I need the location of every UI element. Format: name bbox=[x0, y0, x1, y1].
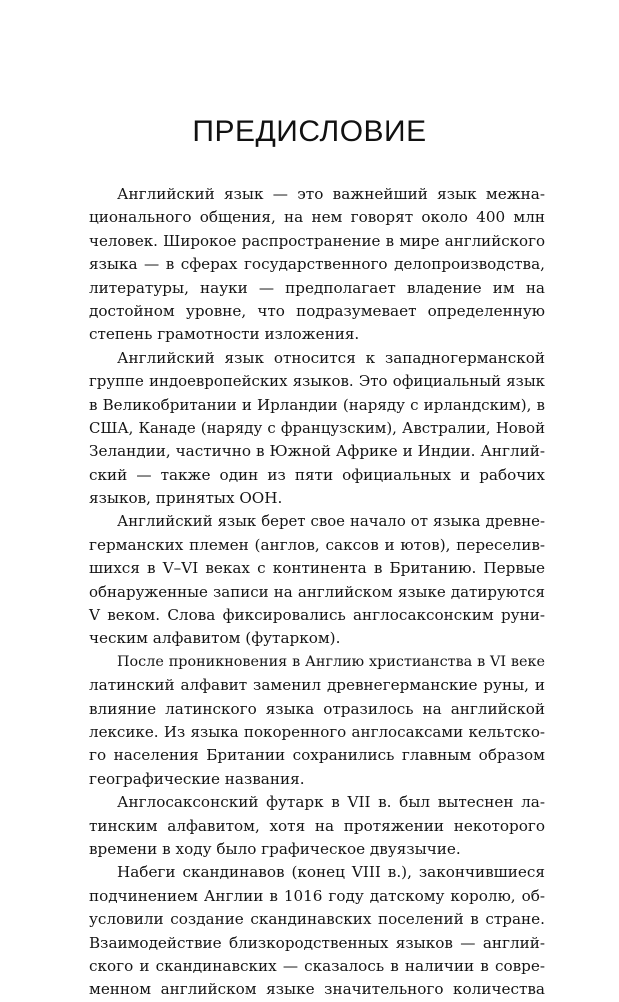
page-title: ПРЕДИСЛОВИЕ bbox=[192, 115, 427, 148]
text-line: После проникновения в Англию христианства в VI веке bbox=[117, 653, 545, 670]
text-line: группе индоевропейских языков. Это официальный язык bbox=[89, 372, 545, 391]
text-line: Английский язык — это важнейший язык межна- bbox=[117, 185, 545, 203]
text-line: Англосаксонский футарк в VII в. был вытеснен ла- bbox=[117, 793, 545, 812]
text-line: Английский язык берет свое начало от языка древне- bbox=[117, 512, 545, 531]
body-text bbox=[89, 183, 545, 1002]
text-line: Зеландии, частично в Южной Африке и Индии. Англий- bbox=[89, 442, 545, 461]
text-line: ского и скандинавских — сказалось в наличии в совре- bbox=[89, 956, 545, 975]
text-line: менном английском языке значительного количества bbox=[89, 980, 545, 999]
text-line: ческим алфавитом (футарком). bbox=[89, 629, 341, 648]
text-line: человек. Широкое распространение в мире английского bbox=[89, 231, 545, 250]
text-line: шихся в V–VI веках с континента в Британию. Первые bbox=[89, 559, 545, 578]
text-line: времени в ходу было графическое двуязычие. bbox=[89, 839, 461, 858]
text-line: лексике. Из языка покоренного англосаксами кельтско- bbox=[89, 722, 545, 741]
text-line: Взаимодействие близкородственных языков — англий- bbox=[89, 933, 545, 952]
text-line: обнаруженные записи на английском языке датируются bbox=[89, 582, 545, 601]
text-line: влияние латинского языка отразилось на английской bbox=[89, 699, 545, 718]
text-line: Набеги скандинавов (конец VIII в.), закончившиеся bbox=[117, 863, 545, 882]
text-line: языков, принятых ООН. bbox=[89, 489, 283, 508]
text-line: США, Канаде (наряду с французским), Австралии, Новой bbox=[89, 418, 545, 437]
text-line: степень грамотности изложения. bbox=[89, 325, 360, 344]
text-line: условили создание скандинавских поселений в стране. bbox=[89, 910, 545, 929]
text-line: языка — в сферах государственного делопроизводства, bbox=[89, 255, 545, 274]
text-line: тинским алфавитом, хотя на протяжении некоторого bbox=[89, 816, 545, 835]
text-line: ционального общения, на нем говорят около 400 млн bbox=[89, 208, 545, 227]
text-line: достойном уровне, что подразумевает определенную bbox=[89, 301, 545, 320]
text-line: ский — также один из пяти официальных и рабочих bbox=[89, 465, 545, 484]
text-line: го населения Британии сохранились главным образом bbox=[89, 746, 545, 765]
text-line: V веком. Слова фиксировались англосаксонским руни- bbox=[89, 606, 545, 625]
text-line: Английский язык относится к западногерманской bbox=[117, 348, 545, 367]
text-line: подчинением Англии в 1016 году датскому королю, об- bbox=[89, 886, 545, 905]
text-line: географические названия. bbox=[89, 769, 305, 788]
text-line: в Великобритании и Ирландии (наряду с ирландским), в bbox=[89, 395, 545, 414]
text-line: литературы, науки — предполагает владение им на bbox=[89, 278, 545, 297]
text-line: германских племен (англов, саксов и ютов), переселив- bbox=[89, 535, 545, 554]
text-line: латинский алфавит заменил древнегерманские руны, и bbox=[89, 676, 545, 695]
